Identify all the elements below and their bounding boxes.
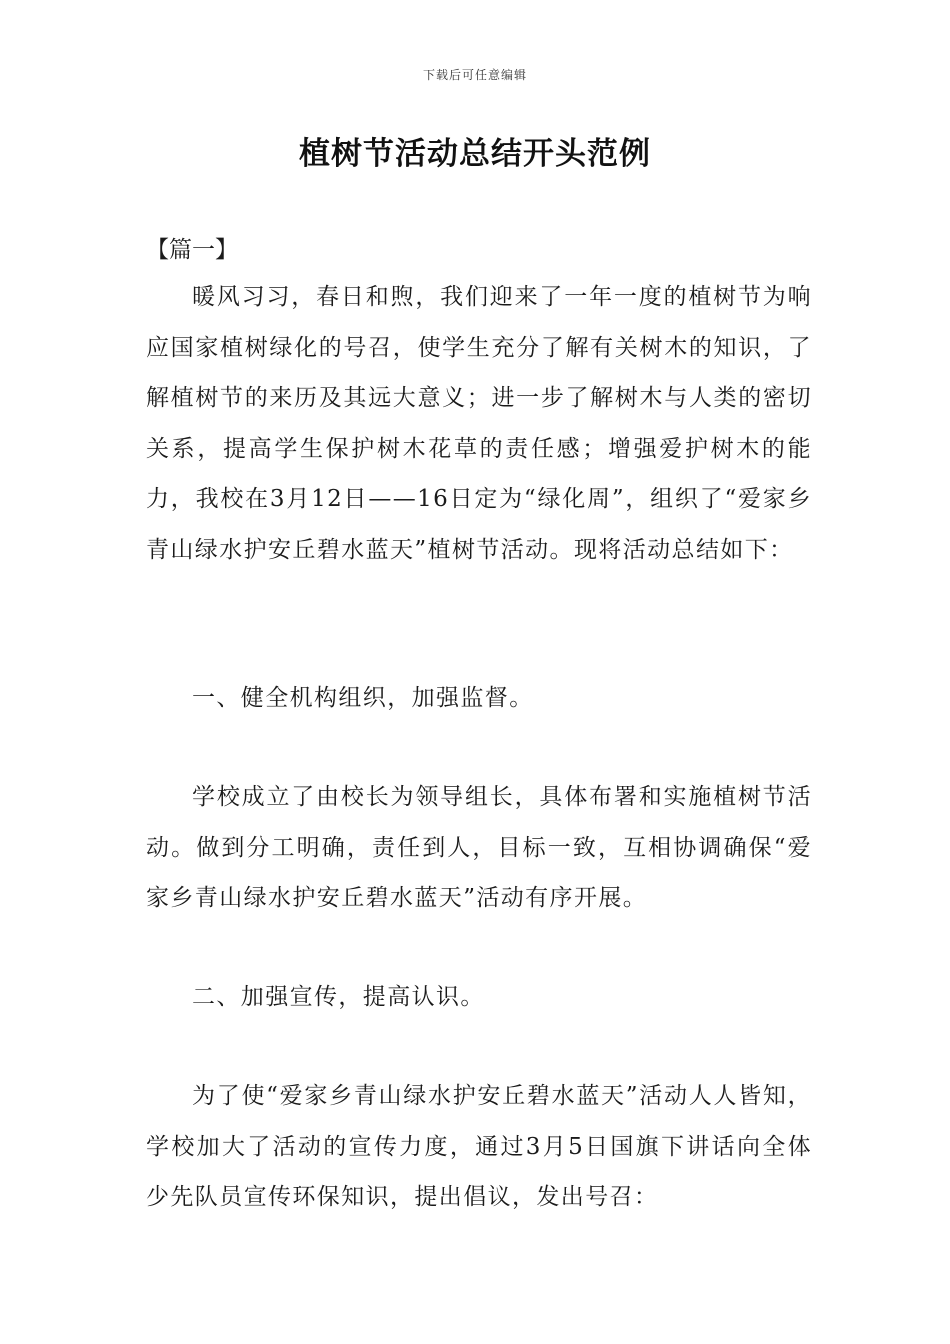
body-paragraph-1: 学校成立了由校长为领导组长，具体布署和实施植树节活动。做到分工明确，责任到人，目标一致，互相协调确保“爱家乡青山绿水护安丘碧水蓝天”活动有序开展。 — [146, 784, 812, 911]
body-paragraph-2: 为了使“爱家乡青山绿水护安丘碧水蓝天”活动人人皆知，学校加大了活动的宣传力度，通过3月5日国旗下讲话向全体少先队员宣传环保知识，提出倡议，发出号召： — [146, 1083, 812, 1210]
section-heading-2: 二、加强宣传，提高认识。 — [192, 984, 485, 1010]
section-heading-1: 一、健全机构组织，加强监督。 — [192, 685, 534, 711]
header-note: 下载后可任意编辑 — [422, 68, 527, 82]
document-title: 植树节活动总结开头范例 — [299, 136, 651, 172]
section-label: 【篇一】 — [146, 237, 238, 263]
intro-paragraph: 暖风习习，春日和煦，我们迎来了一年一度的植树节为响应国家植树绿化的号召，使学生充分了解有关树木的知识，了解植树节的来历及其远大意义；进一步了解树木与人类的密切关系，提高学生保护树木花草的责任感；增强爱护树木的能力，我校在3月12日——16日定为“绿化周”，组织了“爱家乡青山绿水护安丘碧水蓝天”植树节活动。现将活动总结如下： — [146, 284, 812, 563]
